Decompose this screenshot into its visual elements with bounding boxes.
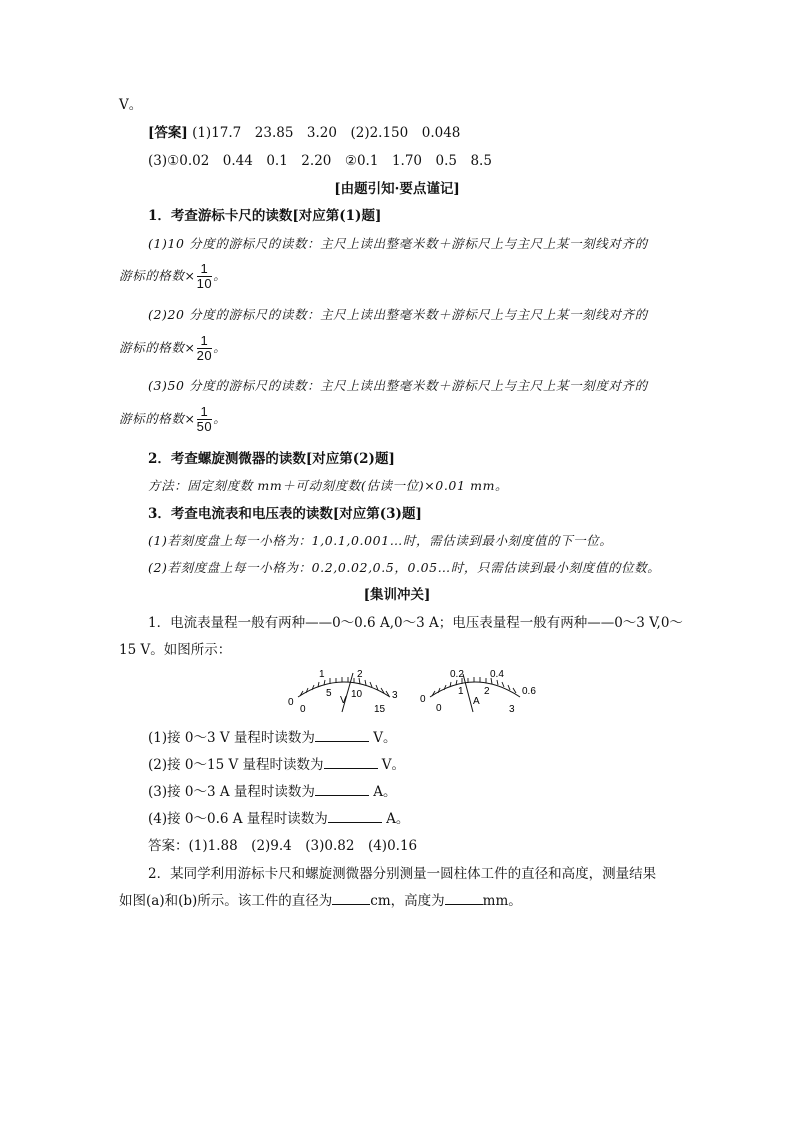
- question-1-sub-2: [148, 756, 405, 774]
- sub-3-text: (3)接 0～3 A 量程时读数为: [148, 784, 315, 800]
- continued-unit: V。: [119, 97, 143, 113]
- voltmeter-dial: [288, 669, 398, 715]
- question-1-sub-3: [148, 783, 396, 801]
- voltmeter-top-label-2: 2: [357, 669, 363, 680]
- point-1-title: 1．考查游标卡尺的读数[对应第(1)题]: [148, 208, 382, 224]
- section-title-key-points: [由题引知·要点谨记]: [334, 181, 460, 197]
- fraction-numerator: 1: [197, 334, 213, 349]
- answer-blank-4[interactable]: [328, 810, 382, 823]
- q2-text-a: 如图(a)和(b)所示。该工件的直径为: [119, 893, 333, 909]
- fraction-1-50: [197, 405, 213, 434]
- voltmeter-top-label-1: 1: [319, 669, 325, 680]
- ammeter-unit: A: [473, 696, 480, 707]
- q2-text-b: cm，高度为: [370, 893, 445, 909]
- ammeter-top-label-0: 0: [420, 694, 426, 705]
- point-3-line-1: (1)若刻度盘上每一小格为：1,0.1,0.001…时，需估读到最小刻度值的下一位。: [148, 533, 613, 548]
- period: 。: [213, 268, 227, 283]
- answer-tag: [答案]: [148, 125, 188, 141]
- sub-4-text: (4)接 0～0.6 A 量程时读数为: [148, 811, 328, 827]
- ammeter-dial: [420, 669, 536, 715]
- diameter-blank[interactable]: [332, 892, 370, 905]
- answer-blank-1[interactable]: [315, 729, 369, 742]
- fraction-numerator: 1: [197, 405, 213, 420]
- point-1b-text-cont: [119, 334, 226, 363]
- meter-figure: [0, 660, 794, 720]
- fraction-denominator: 20: [196, 348, 213, 363]
- answer-line-2: (3)①0.02 0.44 0.1 2.20 ②0.1 1.70 0.5 8.5: [148, 153, 492, 169]
- point-3-line-2: (2)若刻度盘上每一小格为：0.2,0.02,0.5，0.05…时，只需估读到最小刻度值的位数。: [148, 560, 661, 575]
- point-1a-label: 游标的格数×: [119, 268, 196, 283]
- fraction-numerator: 1: [197, 262, 213, 277]
- point-2-method: 方法：固定刻度数 mm＋可动刻度数(估读一位)×0.01 mm。: [148, 478, 509, 493]
- point-3-title: 3．考查电流表和电压表的读数[对应第(3)题]: [148, 506, 422, 522]
- fraction-1-10: [197, 262, 213, 291]
- sub-2-unit: V。: [377, 757, 406, 773]
- sub-2-text: (2)接 0～15 V 量程时读数为: [148, 757, 324, 773]
- point-1c-text: (3)50 分度的游标尺的读数：主尺上读出整毫米数＋游标尺上与主尺上某一刻度对齐的: [148, 378, 648, 393]
- sub-1-unit: V。: [368, 730, 397, 746]
- ammeter-bottom-label-2: 2: [484, 686, 490, 697]
- question-1-sub-4: [148, 810, 409, 828]
- voltmeter-ticks: [300, 677, 389, 696]
- point-1a-text: (1)10 分度的游标尺的读数：主尺上读出整毫米数＋游标尺上与主尺上某一刻线对齐的: [148, 236, 648, 251]
- question-1-answer: 答案：(1)1.88 (2)9.4 (3)0.82 (4)0.16: [148, 838, 418, 854]
- sub-4-unit: A。: [381, 811, 410, 827]
- fraction-denominator: 10: [196, 276, 213, 291]
- ammeter-bottom-label-3: 3: [509, 704, 515, 715]
- ammeter-bottom-label-0: 0: [436, 703, 442, 714]
- point-1b-text: (2)20 分度的游标尺的读数：主尺上读出整毫米数＋游标尺上与主尺上某一刻线对齐的: [148, 307, 648, 322]
- point-1c-label: 游标的格数×: [119, 411, 196, 426]
- question-2-line-2: [119, 892, 522, 910]
- q2-text-c: mm。: [482, 893, 522, 909]
- point-1a-text-cont: [119, 262, 226, 291]
- fraction-1-20: [197, 334, 213, 363]
- height-blank[interactable]: [445, 892, 483, 905]
- answer-blank-3[interactable]: [315, 783, 369, 796]
- section-title-practice: [集训冲关]: [363, 587, 431, 603]
- point-1b-label: 游标的格数×: [119, 340, 196, 355]
- voltmeter-top-label-3: 3: [392, 690, 398, 701]
- ammeter-top-label-0-2: 0.2: [450, 669, 464, 680]
- point-1c-text-cont: [119, 405, 226, 434]
- question-2-line-1: 2．某同学利用游标卡尺和螺旋测微器分别测量一圆柱体工件的直径和高度，测量结果: [148, 866, 657, 882]
- voltmeter-bottom-label-0: 0: [300, 704, 306, 715]
- answer-line-1: [148, 124, 460, 142]
- ammeter-top-label-0-4: 0.4: [490, 669, 504, 680]
- question-1-line-1: 1．电流表量程一般有两种——0～0.6 A,0～3 A；电压表量程一般有两种——0～3 V,0～: [148, 615, 683, 631]
- period: 。: [213, 411, 227, 426]
- ammeter-scale-arc: [430, 682, 520, 697]
- sub-3-unit: A。: [368, 784, 397, 800]
- voltmeter-unit: V: [340, 695, 347, 706]
- fraction-denominator: 50: [196, 419, 213, 434]
- voltmeter-bottom-label-10: 10: [351, 689, 363, 700]
- period: 。: [213, 340, 227, 355]
- ammeter-top-label-0-6: 0.6: [522, 686, 536, 697]
- voltmeter-bottom-label-5: 5: [326, 688, 332, 699]
- ammeter-bottom-label-1: 1: [458, 686, 464, 697]
- voltmeter-bottom-label-15: 15: [374, 704, 386, 715]
- question-1-sub-1: [148, 729, 396, 747]
- answer-blank-2[interactable]: [324, 756, 378, 769]
- point-2-title: 2．考查螺旋测微器的读数[对应第(2)题]: [148, 451, 395, 467]
- answer-part-1-2: (1)17.7 23.85 3.20 (2)2.150 0.048: [192, 125, 461, 141]
- question-1-line-2: 15 V。如图所示：: [119, 642, 232, 658]
- sub-1-text: (1)接 0～3 V 量程时读数为: [148, 730, 315, 746]
- voltmeter-top-label-0: 0: [288, 697, 294, 708]
